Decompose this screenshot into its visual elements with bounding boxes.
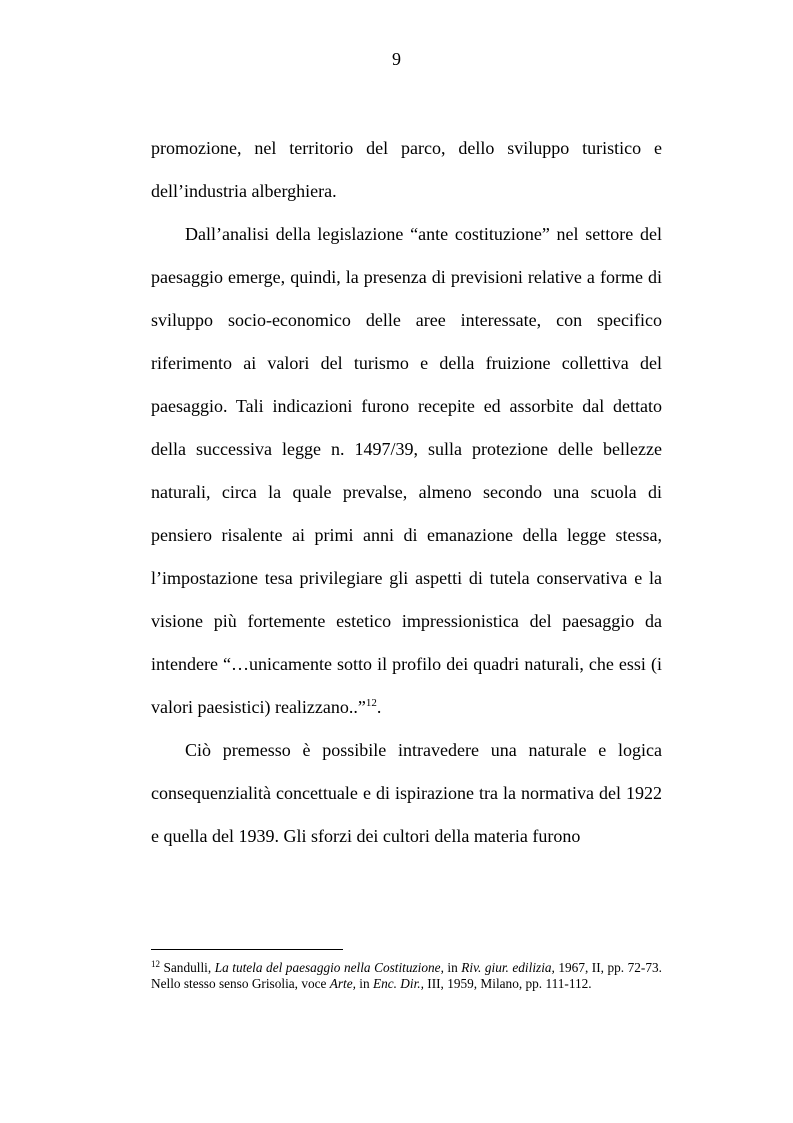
footnote-reference[interactable]: 12	[365, 697, 377, 709]
footnote-journal: Riv. giur. edilizia,	[461, 960, 555, 975]
footnote-author: Sandulli,	[160, 960, 215, 975]
footnote-work-title: La tutela del paesaggio nella Costituzione	[214, 960, 441, 975]
body-text	[151, 127, 662, 858]
paragraph-2-text: Dall’analisi della legislazione “ante costituzione” nel settore del paesaggio emerge, quindi, la presenza di previsioni relative a forme di sviluppo socio-economico delle aree interessate, con specifico riferimento ai valori del turismo e della fruizione collettiva del paesaggio. Tali indicazioni furono recepite ed assorbite dal dettato della successiva legge n. 1497/39, sulla protezione delle bellezze naturali, circa la quale prevalse, almeno secondo una scuola di pensiero risalente ai primi anni di emanazione della legge stessa, l’impostazione tesa privilegiare gli aspetti di tutela conservativa e la visione più fortemente estetico impressionistica del paesaggio da intendere “…unicamente sotto il profilo dei quadri naturali, che essi (i valori paesistici) realizzano..”	[151, 224, 662, 717]
footnote-separator	[151, 949, 343, 950]
footnote-in-2: in	[355, 976, 373, 991]
page-number: 9	[392, 49, 401, 69]
footnote-number: 12	[151, 959, 160, 969]
footnote	[151, 960, 662, 992]
paragraph-1: promozione, nel territorio del parco, dello sviluppo turistico e dell’industria alberghiera.	[151, 138, 662, 201]
paragraph-3: Ciò premesso è possibile intravedere una naturale e logica consequenzialità concettuale e di ispirazione tra la normativa del 1922 e quella del 1939. Gli sforzi dei cultori della materia furono	[151, 740, 662, 846]
paragraph-2	[151, 213, 662, 729]
footnote-entry: Arte,	[329, 976, 356, 991]
footnote-encyclopedia: Enc. Dir.,	[372, 976, 424, 991]
footnote-details-2: III, 1959, Milano, pp. 111-112.	[423, 976, 592, 991]
paragraph-2-end: .	[376, 697, 382, 717]
footnote-in-1: , in	[440, 960, 462, 975]
footnote-details-1: 1967, II, pp. 72-73. Nello stesso senso Grisolia, voce	[151, 960, 662, 991]
